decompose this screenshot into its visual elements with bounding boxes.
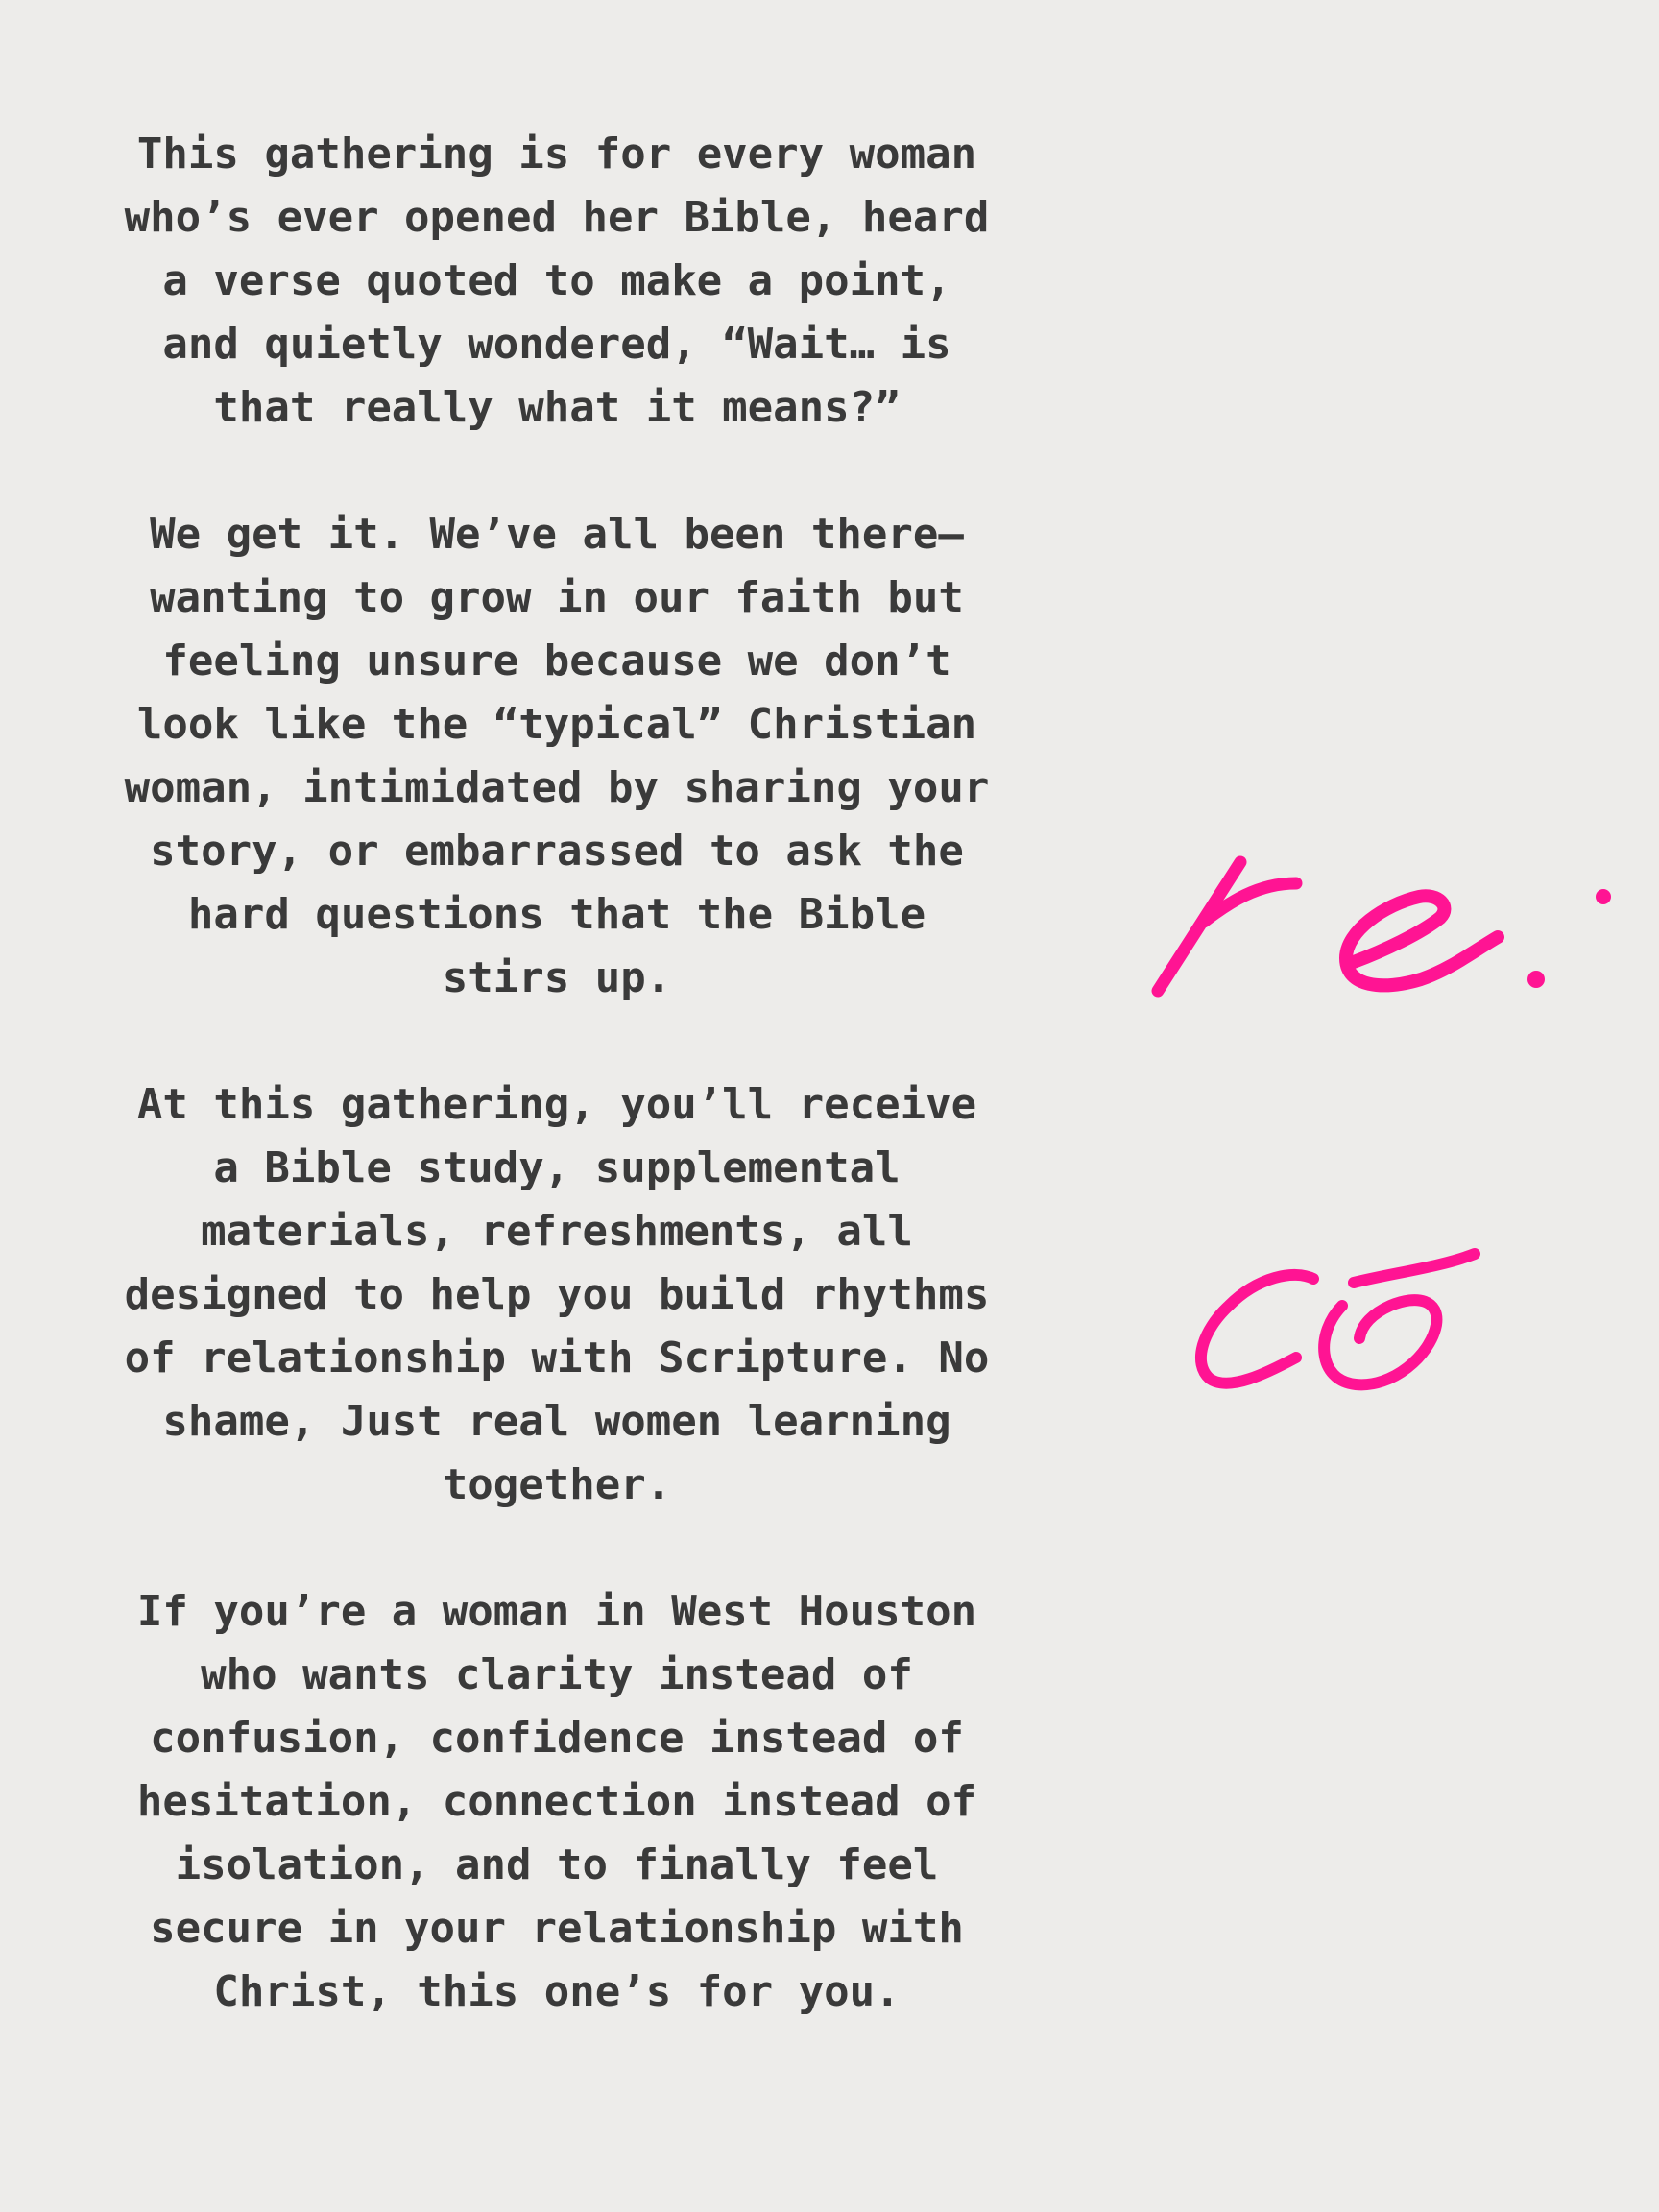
logo-letter-r xyxy=(1158,862,1296,991)
handwritten-re-co-logo xyxy=(1133,826,1632,1440)
paragraph-invitation: If you’re a woman in West Houston who wants clarity instead of confusion, confidence instead of hesitation, connection instead of isolation, and to finally feel secure in your relationship with Christ, this one’s for you. xyxy=(136,1587,977,2016)
paragraph-intro: This gathering is for every woman who’s ever opened her Bible, heard a verse quoted to make a point, and quietly wondered, “Wait… is that really what it means?” xyxy=(124,130,990,432)
paragraph-empathy: We get it. We’ve all been there— wanting to grow in our faith but feeling unsure because we don’t look like the “typical” Christian woman, intimidated by sharing your story, or embarrassed to ask the hard questions that the Bible stirs up. xyxy=(124,510,990,1002)
logo-colon-top xyxy=(1596,889,1611,904)
body-text xyxy=(67,123,1046,2024)
logo-letter-o xyxy=(1324,1254,1475,1384)
logo-letter-e xyxy=(1346,896,1498,985)
logo-colon-bottom xyxy=(1527,971,1545,988)
logo-svg xyxy=(1133,826,1632,1440)
paragraph-offerings: At this gathering, you’ll receive a Bible study, supplemental materials, refreshments, all designed to help you build rhythms of relationship with Scripture. No shame, Just real women learning together. xyxy=(124,1080,990,1509)
logo-letter-c xyxy=(1201,1275,1313,1383)
